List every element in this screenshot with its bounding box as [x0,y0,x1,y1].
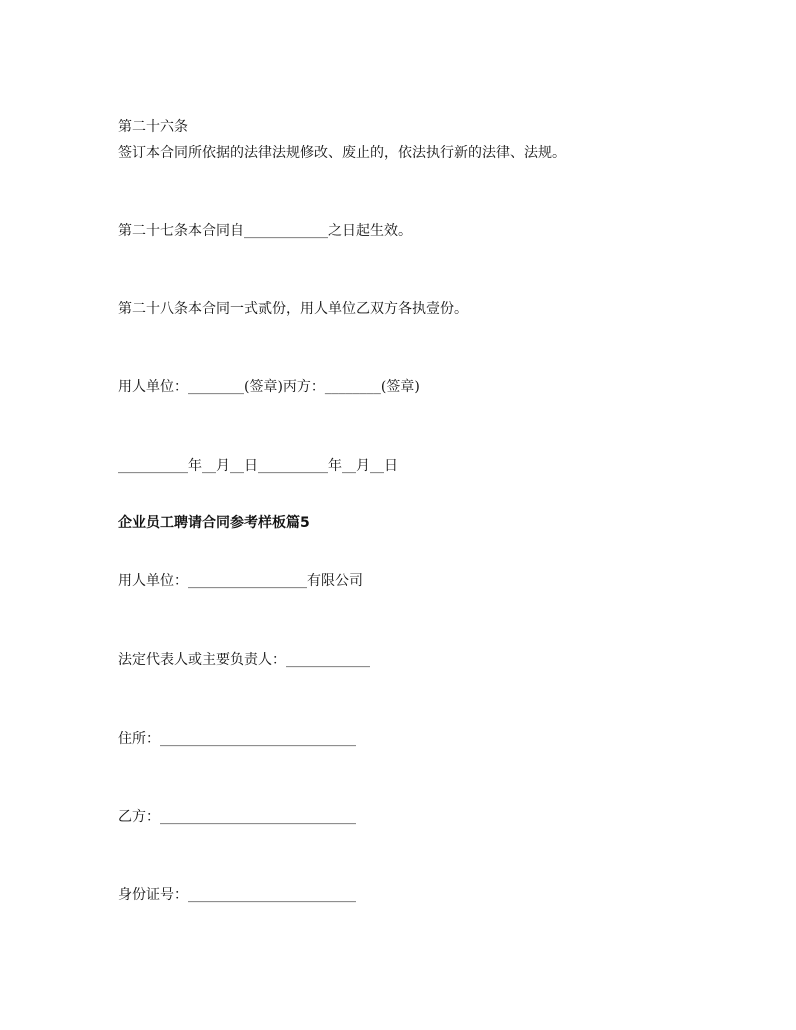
section-heading: 企业员工聘请合同参考样板篇5 [118,515,310,531]
signature-line: 用人单位：________(签章)丙方：________(签章) [118,379,420,395]
article-28: 第二十八条本合同一式贰份，用人单位乙双方各执壹份。 [118,301,468,317]
id-number-line: 身份证号：________________________ [118,887,356,903]
address-line: 住所：____________________________ [118,731,356,747]
legal-representative-line: 法定代表人或主要负责人：____________ [118,652,370,668]
party-b-line: 乙方：____________________________ [118,809,356,825]
article-26-title: 第二十六条 [118,119,188,135]
article-26-body: 签订本合同所依据的法律法规修改、废止的，依法执行新的法律、法规。 [118,145,566,161]
date-line: __________年__月__日__________年__月__日 [118,458,398,474]
employer-line: 用人单位：_________________有限公司 [118,573,363,589]
article-27: 第二十七条本合同自____________之日起生效。 [118,223,412,239]
